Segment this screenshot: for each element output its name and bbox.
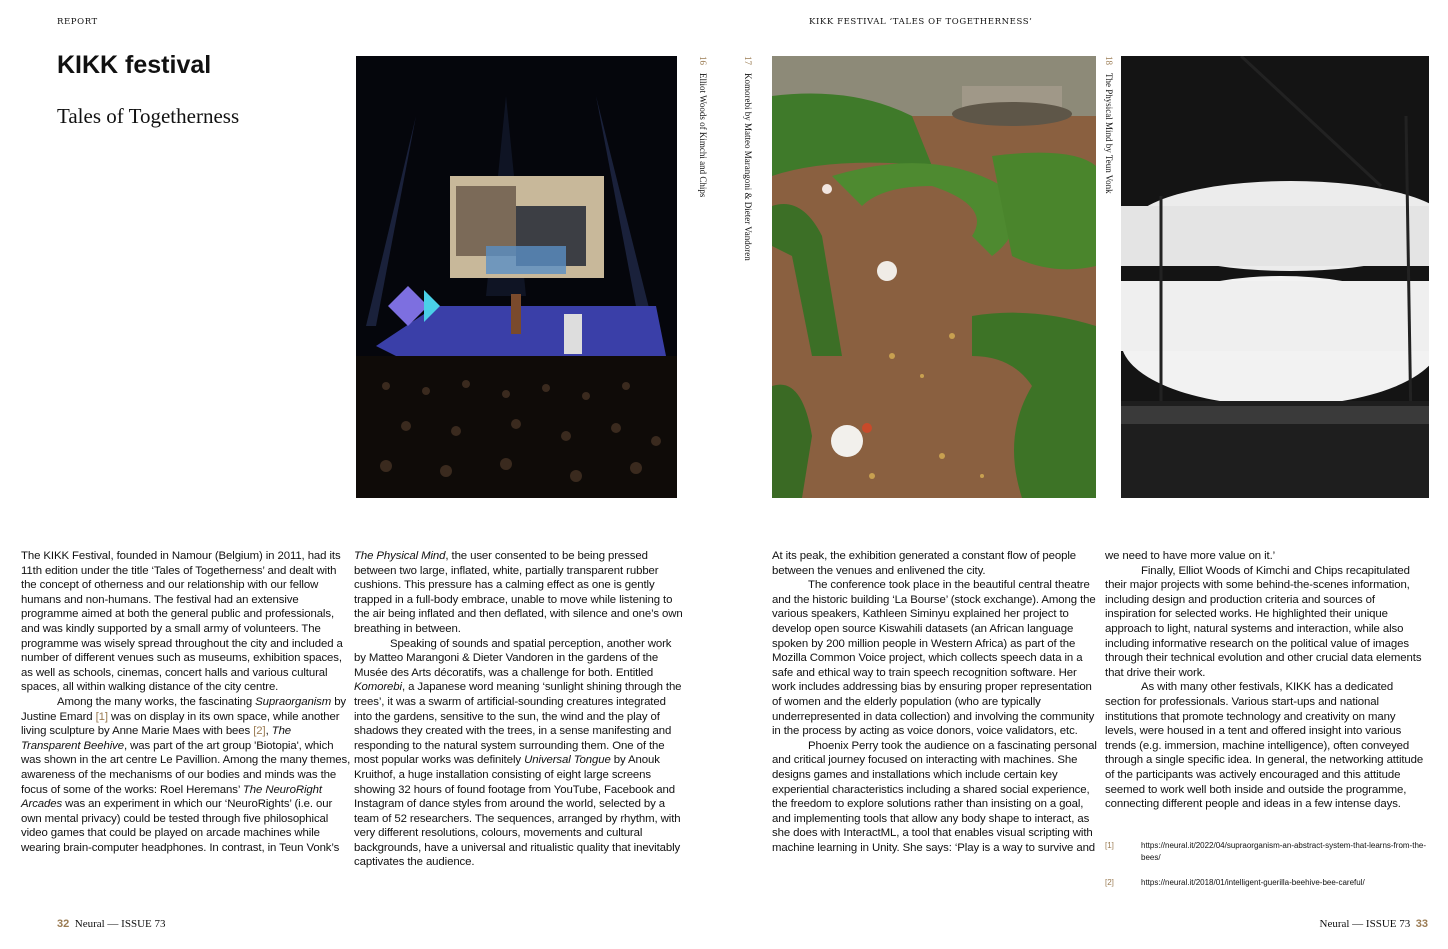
footnote-ref[interactable]: [2] xyxy=(253,725,266,738)
caption-16 xyxy=(697,56,709,486)
work-title: The NeuroRight Arcades xyxy=(21,783,322,811)
paragraph: The KIKK Festival, founded in Namour (Belgium) in 2011, had its 11th edition under the title ‘Tales of Togetherness’ and dealt with the concept of otherness and our relationship with our fellow humans and non-humans. The festival had an extensive programme aimed at both the general public and professionals, and was kindly supported by a small army of volunteers. The programme was wisely spread throughout the city and included a number of different venues such as museums, exhibition spaces, as well as schools, cinemas, concert halls and various cultural spaces, all within walking distance of the city centre. xyxy=(21,550,343,694)
body-column-3 xyxy=(772,549,1102,855)
photo-physical-mind xyxy=(1121,56,1429,498)
text-run: , xyxy=(265,725,272,738)
work-title: The Physical Mind xyxy=(354,550,446,562)
caption-text: Komorebi by Matteo Marangoni & Dieter Vandoren xyxy=(743,73,753,261)
footer-left xyxy=(57,918,166,930)
paragraph: Finally, Elliot Woods of Kimchi and Chips recapitulated their major projects with some behind-the-scenes information, including design and production criteria and sources of inspiration for selected works. He highlighted their unique approach to light, natural systems and interaction, while also including informative research on the political value of images through their technical evolution and other crucial data elements that drive their work. xyxy=(1105,564,1422,679)
work-title: Komorebi xyxy=(354,681,402,694)
caption-text: The Physical Mind by Teun Vonk xyxy=(1104,73,1114,194)
article-subtitle: Tales of Togetherness xyxy=(57,104,240,128)
text-run: Speaking of sounds and spatial perception, another work by Matteo Marangoni & Dieter Vandoren in the gardens of the Musée des Arts décoratifs, was a challenge for both. Entitled xyxy=(354,637,672,679)
footnote-number: [2] xyxy=(1105,878,1114,887)
footnote-ref[interactable]: [1] xyxy=(95,710,108,723)
text-run: by Anouk Kruithof, a huge installation consisting of eight large screens showing 32 hours of found footage from YouTube, Facebook and Instagram of dance styles from around the world, selected by a team of 52 researchers. The sequences, arranged by rhythm, with very different resolutions, colours, movements and cultural backgrounds, have a universal and ritualistic quality that inevitably captivates the audience. xyxy=(354,754,681,869)
footer-right xyxy=(1320,918,1429,930)
footnote-link[interactable]: https://neural.it/2022/04/supraorganism-an-abstract-system-that-learns-from-the-bees/ xyxy=(1141,841,1427,862)
section-label: REPORT xyxy=(57,17,98,27)
body-column-4 xyxy=(1105,549,1427,812)
article-title: KIKK festival xyxy=(57,51,212,79)
photo-conference-stage xyxy=(356,56,677,498)
paragraph xyxy=(354,549,684,637)
work-title: Supraorganism xyxy=(255,695,332,708)
footer-text: Neural — ISSUE 73 xyxy=(1319,918,1411,930)
body-column-2 xyxy=(354,549,684,870)
paragraph: As with many other festivals, KIKK has a dedicated section for professionals. Various start-ups and national institutions that promote technology and creativity on many levels, were housed in a tent and offered insight into various trends (e.g. immersion, machine intelligence), often conveyed through a single specific idea. In general, the networking attitude of the participants was actively encouraged and this attitude seemed to work well both inside and outside the programme, connecting different people and ideas in a few intense days. xyxy=(1105,681,1424,811)
caption-18 xyxy=(1103,56,1115,486)
text-run: , a Japanese word meaning ‘sunlight shining through the trees’, it was a swarm of artificial-sounding creatures integrated into the gardens, sensitive to the sun, the wind and the play of shadows they created with the trees, in a sense manifesting and responding to the natural system surrounding them. One of the most popular works was definitely xyxy=(354,681,682,767)
text-run: by Justine Emard xyxy=(21,695,347,723)
footnote-link[interactable]: https://neural.it/2018/01/intelligent-guerilla-beehive-bee-careful/ xyxy=(1141,878,1365,887)
page-number: 32 xyxy=(57,918,70,930)
running-header: KIKK FESTIVAL ‘TALES OF TOGETHERNESS’ xyxy=(809,17,1033,27)
work-title: The Transparent Beehive xyxy=(21,725,292,752)
paragraph xyxy=(354,637,684,871)
caption-text: Elliot Woods of Kimchi and Chips xyxy=(698,73,708,198)
paragraph xyxy=(21,695,351,856)
paragraph: At its peak, the exhibition generated a constant flow of people between the venues and enlivened the city. xyxy=(772,550,1076,577)
text-run: , was part of the art group 'Biotopia', which was shown in the art centre Le Pavillion. Among the many themes, awareness of the mechanisms of our bodies and minds was the focus of some of the works: Roel Heremans’ xyxy=(21,739,351,796)
paragraph: The conference took place in the beautiful central theatre and the historic building ‘La Bourse’ (stock exchange). Among the various speakers, Kathleen Siminyu explained her project to develop open source Kiswahili datasets (an African language spoken by 200 million people in Western Africa) as part of the Mozilla Common Voice project, which collects speech data in a safe and ethical way to train speech recognition software. Her work includes addressing bias by ensuring proper representation of women and the elderly population (who are typically underrepresented in data collection) and involving the community in the process by acting as voice donors, voice validators, etc. xyxy=(772,579,1096,738)
caption-17 xyxy=(742,56,754,486)
text-run: Among the many works, the fascinating xyxy=(57,695,256,708)
text-run: was on display in its own space, while another living sculpture by Anne Marie Maes with bees xyxy=(21,710,340,738)
text-run: , the user consented to be being pressed between two large, inflated, white, partially transparent rubber cushions. This pressure has a calming effect as one is gently trapped in a full-body embrace, unable to move while listening to the air being inflated and then deflated, with silence and one’s own breathing in between. xyxy=(354,550,683,635)
work-title: Universal Tongue xyxy=(524,754,611,767)
photo-garden-komorebi xyxy=(772,56,1096,498)
paragraph: Phoenix Perry took the audience on a fascinating personal and critical journey focused on interacting with machines. She designs games and installations which include certain key experiential characteristics including a shared social experience, the freedom to explore solutions rather than insisting on a goal, and implementing tools that allow any body shape to interact, as she does with InteractML, a tool that enables visual scripting with machine learning in Unity. She says: ‘Play is a way to survive and xyxy=(772,739,1097,854)
footnote-number: [1] xyxy=(1105,841,1114,850)
caption-number: 17 xyxy=(743,56,753,65)
body-column-1 xyxy=(21,549,351,855)
footer-text: Neural — ISSUE 73 xyxy=(74,918,166,930)
page-number: 33 xyxy=(1415,918,1428,930)
caption-number: 18 xyxy=(1104,56,1114,65)
caption-number: 16 xyxy=(698,56,708,65)
text-run: was an experiment in which our ‘NeuroRights’ (i.e. our own mental privacy) could be tested through five philosophical video games that could be played on arcade machines while wearing brain-computer headphones. In contrast, in Teun Vonk’s xyxy=(21,798,340,854)
paragraph: we need to have more value on it.’ xyxy=(1105,550,1276,562)
